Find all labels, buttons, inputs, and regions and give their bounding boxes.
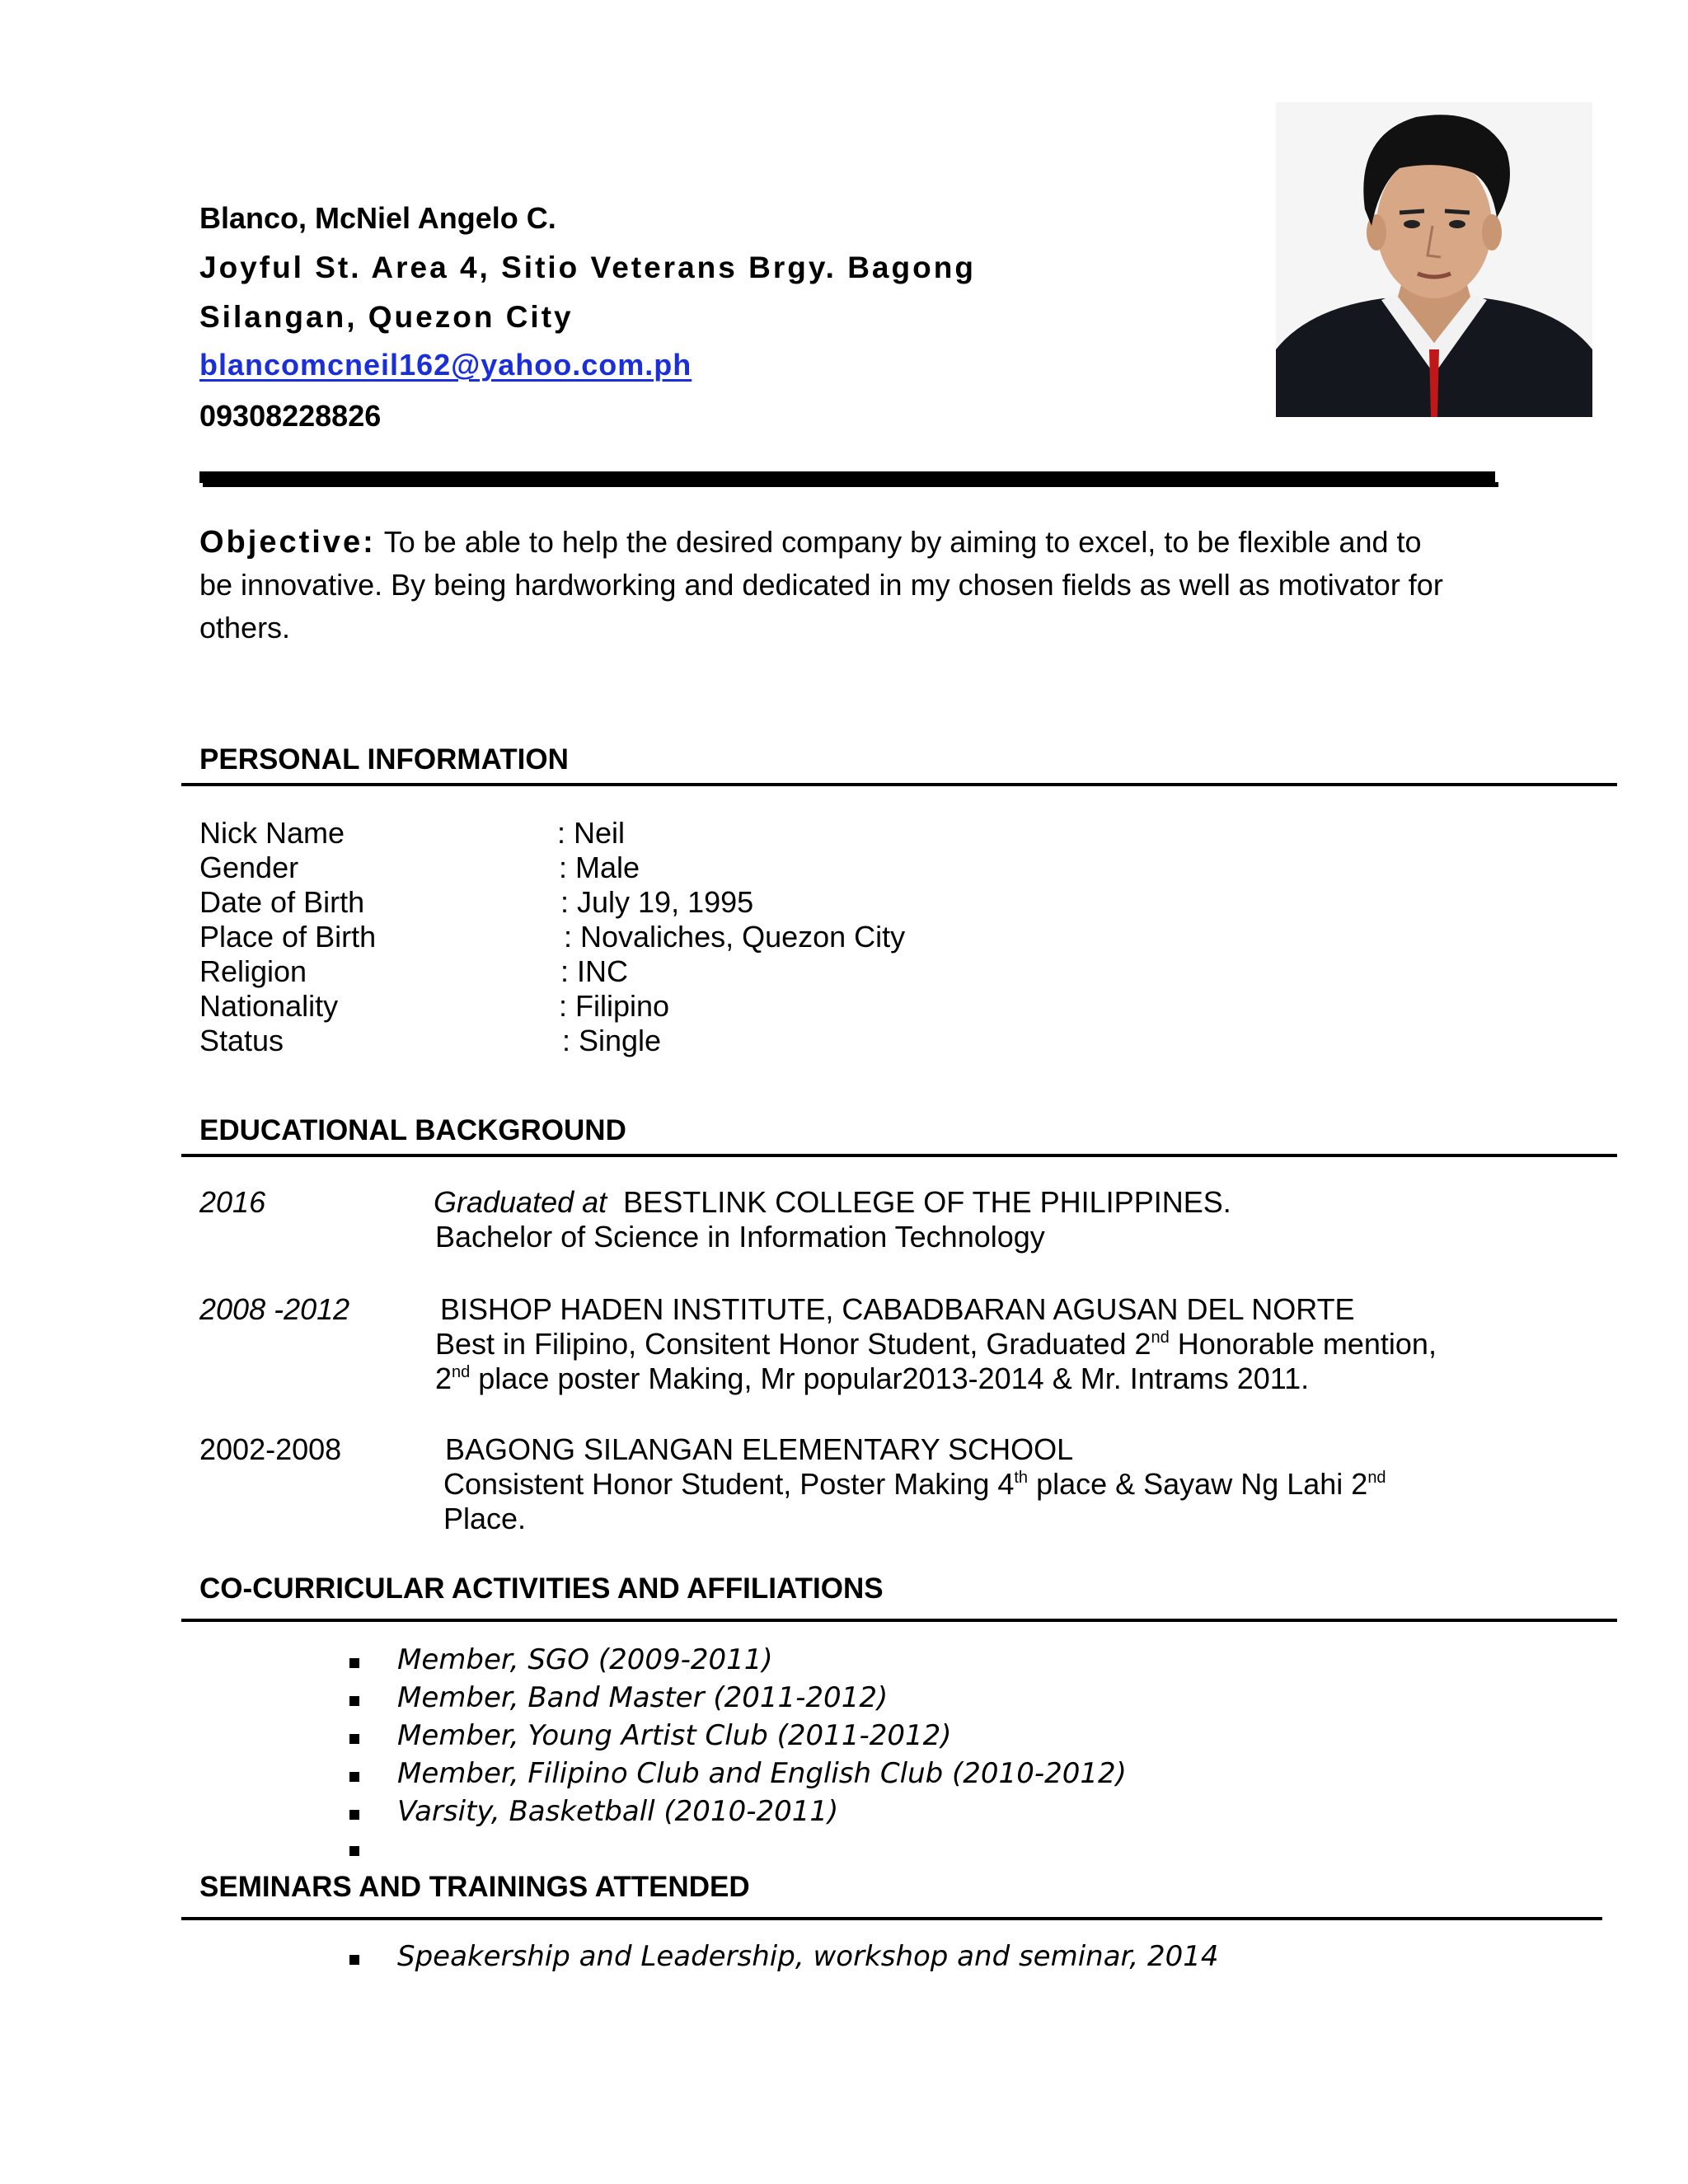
applicant-name: Blanco, McNiel Angelo C.	[199, 201, 556, 235]
activity-item: Varsity, Basketball (2010-2011)	[397, 1795, 839, 1828]
edu-achievement-1a: Best in Filipino, Consitent Honor Student, Graduated 2	[435, 1327, 1151, 1361]
edu-school-name: BESTLINK COLLEGE OF THE PHILIPPINES.	[623, 1185, 1231, 1219]
info-value-religion: : INC	[560, 954, 629, 988]
edu-achievement-2-sup: nd	[452, 1363, 471, 1381]
header-divider-shadow	[203, 482, 1498, 487]
info-value-pob: : Novaliches, Quezon City	[564, 920, 906, 954]
section-title-cocurricular: CO-CURRICULAR ACTIVITIES AND AFFILIATIONS	[199, 1572, 884, 1605]
edu-year-2008: 2008 -2012	[199, 1292, 350, 1326]
info-label-nickname: Nick Name	[199, 816, 345, 850]
info-label-status: Status	[199, 1024, 284, 1057]
phone-number: 09308228826	[199, 399, 382, 433]
info-label-pob: Place of Birth	[199, 920, 377, 954]
email-link[interactable]: blancomcneil162@yahoo.com.ph	[199, 348, 692, 382]
edu-year-2016: 2016	[199, 1185, 266, 1219]
edu-elem-achievement-1	[443, 1467, 1386, 1502]
activity-item: Member, SGO (2009-2011)	[397, 1643, 773, 1676]
edu-elem-1-sup: th	[1014, 1469, 1029, 1487]
address-line-2: Silangan, Quezon City	[199, 300, 574, 334]
seminar-item: Speakership and Leadership, workshop and seminar, 2014	[397, 1940, 1219, 1973]
address-line-1: Joyful St. Area 4, Sitio Veterans Brgy. Bagong	[199, 251, 976, 284]
info-label-dob: Date of Birth	[199, 885, 365, 919]
info-value-dob: : July 19, 1995	[560, 885, 754, 919]
bullet-marker	[349, 1810, 359, 1820]
section-title-personal: PERSONAL INFORMATION	[199, 743, 569, 776]
bullet-marker	[349, 1696, 359, 1706]
section-title-seminars: SEMINARS AND TRAININGS ATTENDED	[199, 1871, 750, 1903]
objective-text-1: To be able to help the desired company by aiming to excel, to be flexible and to	[383, 525, 1422, 559]
section-rule-cocurricular	[181, 1619, 1617, 1622]
activity-item: Member, Filipino Club and English Club (2010-2012)	[397, 1757, 1127, 1790]
edu-elem-1b: place & Sayaw Ng Lahi 2	[1028, 1467, 1368, 1501]
activity-item: Member, Band Master (2011-2012)	[397, 1681, 889, 1714]
objective-paragraph	[199, 521, 1502, 649]
edu-degree: Bachelor of Science in Information Technology	[435, 1220, 1045, 1254]
header-divider	[199, 471, 1495, 483]
edu-school-bishop-haden: BISHOP HADEN INSTITUTE, CABADBARAN AGUSAN DEL NORTE	[440, 1292, 1355, 1326]
info-value-status: : Single	[562, 1024, 662, 1057]
edu-achievement-1b: Honorable mention,	[1169, 1327, 1437, 1361]
info-label-gender: Gender	[199, 851, 299, 884]
objective-text-3: others.	[199, 611, 291, 644]
bullet-marker	[349, 1772, 359, 1782]
section-rule-seminars	[181, 1917, 1602, 1920]
bullet-marker-empty	[349, 1846, 359, 1856]
info-value-gender: : Male	[559, 851, 640, 884]
edu-achievement-line-1	[435, 1327, 1437, 1361]
edu-elem-1a: Consistent Honor Student, Poster Making 4	[443, 1467, 1015, 1501]
edu-elem-achievement-2: Place.	[443, 1502, 527, 1535]
edu-school-bestlink	[434, 1185, 1231, 1220]
bullet-marker	[349, 1658, 359, 1668]
edu-achievement-2b: place poster Making, Mr popular2013-2014 & Mr. Intrams 2011.	[470, 1361, 1310, 1395]
edu-elem-1-sup2: nd	[1367, 1469, 1386, 1487]
activity-item: Member, Young Artist Club (2011-2012)	[397, 1719, 952, 1752]
bullet-marker	[349, 1734, 359, 1744]
section-title-education: EDUCATIONAL BACKGROUND	[199, 1114, 626, 1146]
objective-label: Objective:	[199, 525, 376, 560]
profile-photo	[1276, 102, 1592, 417]
section-rule-education	[181, 1154, 1617, 1157]
edu-achievement-2a: 2	[435, 1361, 452, 1395]
info-value-nickname: : Neil	[557, 816, 626, 850]
edu-year-2002: 2002-2008	[199, 1432, 342, 1466]
info-label-religion: Religion	[199, 954, 307, 988]
bullet-marker	[349, 1955, 359, 1965]
info-value-nationality: : Filipino	[559, 989, 670, 1023]
edu-achievement-1-sup: nd	[1151, 1329, 1170, 1347]
edu-graduated-at: Graduated at	[434, 1185, 607, 1219]
edu-school-bagong-silangan: BAGONG SILANGAN ELEMENTARY SCHOOL	[445, 1432, 1074, 1466]
objective-text-2: be innovative. By being hardworking and dedicated in my chosen fields as well as motivator for	[199, 568, 1443, 602]
edu-achievement-line-2	[435, 1361, 1309, 1396]
section-rule-personal	[181, 783, 1617, 786]
info-label-nationality: Nationality	[199, 989, 339, 1023]
